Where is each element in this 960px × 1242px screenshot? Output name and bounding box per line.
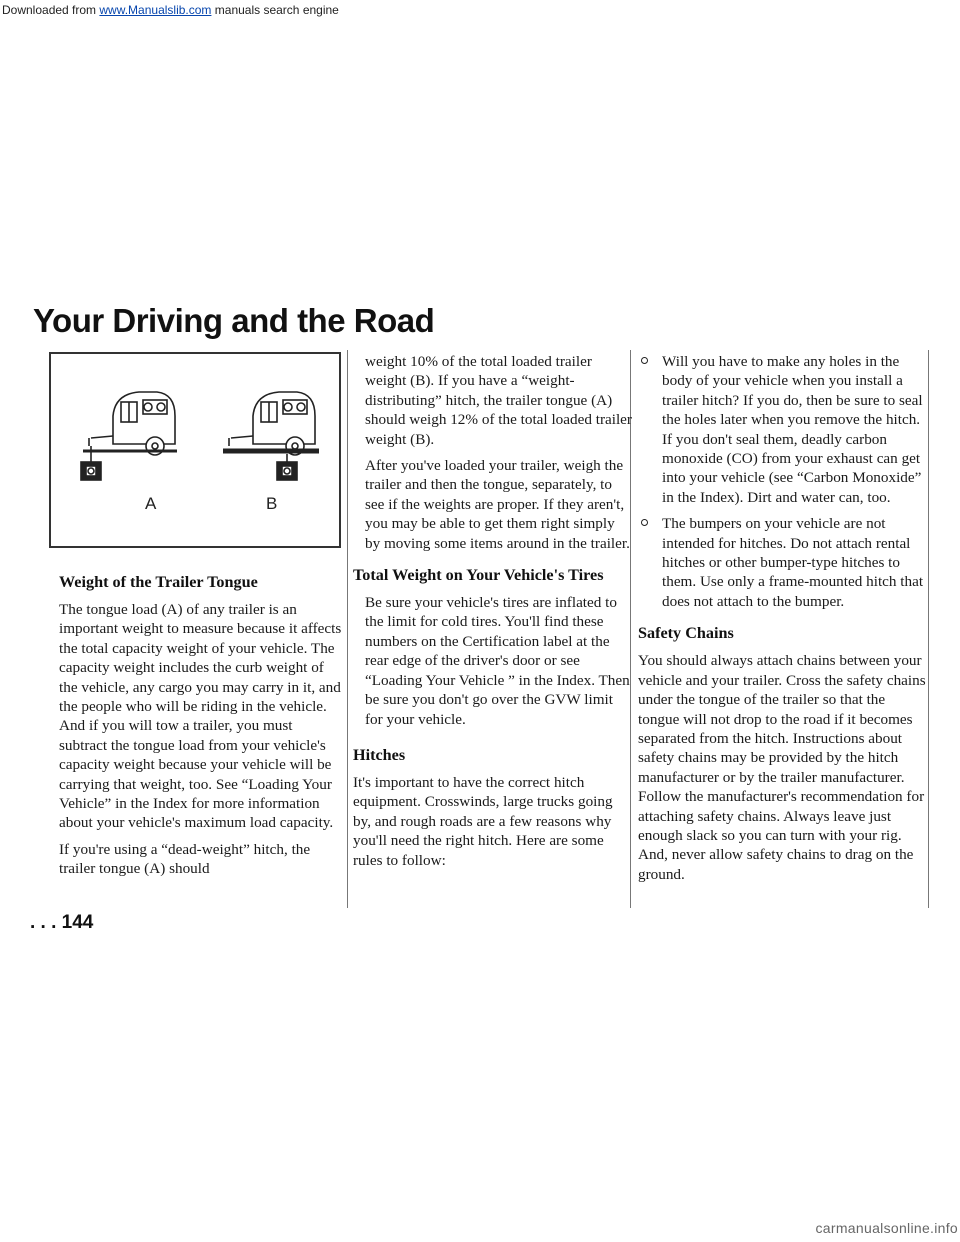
trailer-scale-illustration [51,354,339,546]
total-weight-paragraph: Be sure your vehicle's tires are inflated to the limit for cold tires. You'll find these numbers on the Certification label at the rear edge of the driver's door or see “Loading Your Vehicle ” in the Index. Then be sure you don't go over the GVW limit for your vehicle. [365,594,630,728]
hitches-heading: Hitches [353,745,406,764]
figure-label-a: A [145,494,157,513]
scale-b [277,454,297,480]
list-item [638,352,928,507]
tongue-weight-paragraph-3: weight 10% of the total loaded trailer weight (B). If you have a “weight-distributing” hitch, the trailer tongue (A) should weigh 12% of the total loaded trailer weight (B). [365,353,632,448]
hitch-rule-2: The bumpers on your vehicle are not intended for hitches. Do not attach rental hitches or other bumper-type hitches to them. Use only a frame-mounted hitch that does not attach to the bumper. [662,515,924,610]
watermark: carmanualsonline.info [815,1220,958,1236]
page-number: . . . 144 [30,912,94,933]
page-title: Your Driving and the Road [33,302,435,339]
bullet-icon [641,519,648,526]
download-banner [0,0,960,22]
figure-label-b: B [266,494,278,513]
hitch-rules-list [638,352,928,611]
tongue-weight-paragraph-4: After you've loaded your trailer, weigh the trailer and then the tongue, separately, to see if the weights are proper. If they aren't, you may be able to get them right simply by moving some items around in the trailer. [365,457,630,552]
column-2 [353,352,633,877]
manualslib-link[interactable]: www.Manualslib.com [99,3,212,17]
hitch-rule-1: Will you have to make any holes in the body of your vehicle when you install a trailer hitch? If you do, then be sure to seal the holes later when you remove the hitch. If you don't seal them, deadly carbon monoxide (CO) from your exhaust can get into your vehicle (see “Carbon Monoxide” in the Index). Dirt and water can, too. [662,353,923,506]
tongue-weight-heading: Weight of the Trailer Tongue [59,573,258,591]
banner-prefix: Downloaded from [2,3,100,17]
column-rule-3 [928,350,929,908]
column-3 [638,352,928,891]
trailer-a-illustration [83,392,177,455]
safety-chains-paragraph: You should always attach chains between your vehicle and your trailer. Cross the safety chains under the tongue of the trailer so that the tongue will not drop to the road if it becomes separated from the hitch. Instructions about safety chains may be provided by the hitch manufacturer or by the trailer manufacturer. Follow the manufacturer's recommendation for attaching safety chains. Always leave just enough slack so you can turn with your rig. And, never allow safety chains to drag on the ground. [638,652,926,883]
column-1 [59,572,344,886]
tongue-weight-paragraph-2: If you're using a “dead-weight” hitch, the trailer tongue (A) should [59,840,311,878]
trailer-tongue-weight-figure [49,352,341,548]
safety-chains-heading: Safety Chains [638,624,734,643]
banner-suffix: manuals search engine [211,3,339,17]
list-item [638,514,928,611]
hitches-paragraph: It's important to have the correct hitch equipment. Crosswinds, large trucks going by, and rough roads are a few reasons why you'll need the right hitch. Here are some rules to follow: [353,773,613,869]
bullet-icon [641,357,648,364]
total-weight-heading: Total Weight on Your Vehicle's Tires [353,566,604,585]
tongue-weight-paragraph-1: The tongue load (A) of any trailer is an important weight to measure because it affects the total capacity weight of your vehicle. The capacity weight includes the curb weight of the vehicle, any cargo you may carry in it, and the people who will be riding in the vehicle. And if you will tow a trailer, you must subtract the tongue load from your vehicle's capacity weight because your vehicle will be carrying that weight, too. See “Loading Your Vehicle” in the Index for more information about your vehicle's maximum load capacity. [59,601,342,832]
column-rule-1 [347,350,348,908]
trailer-b-illustration [223,392,319,455]
